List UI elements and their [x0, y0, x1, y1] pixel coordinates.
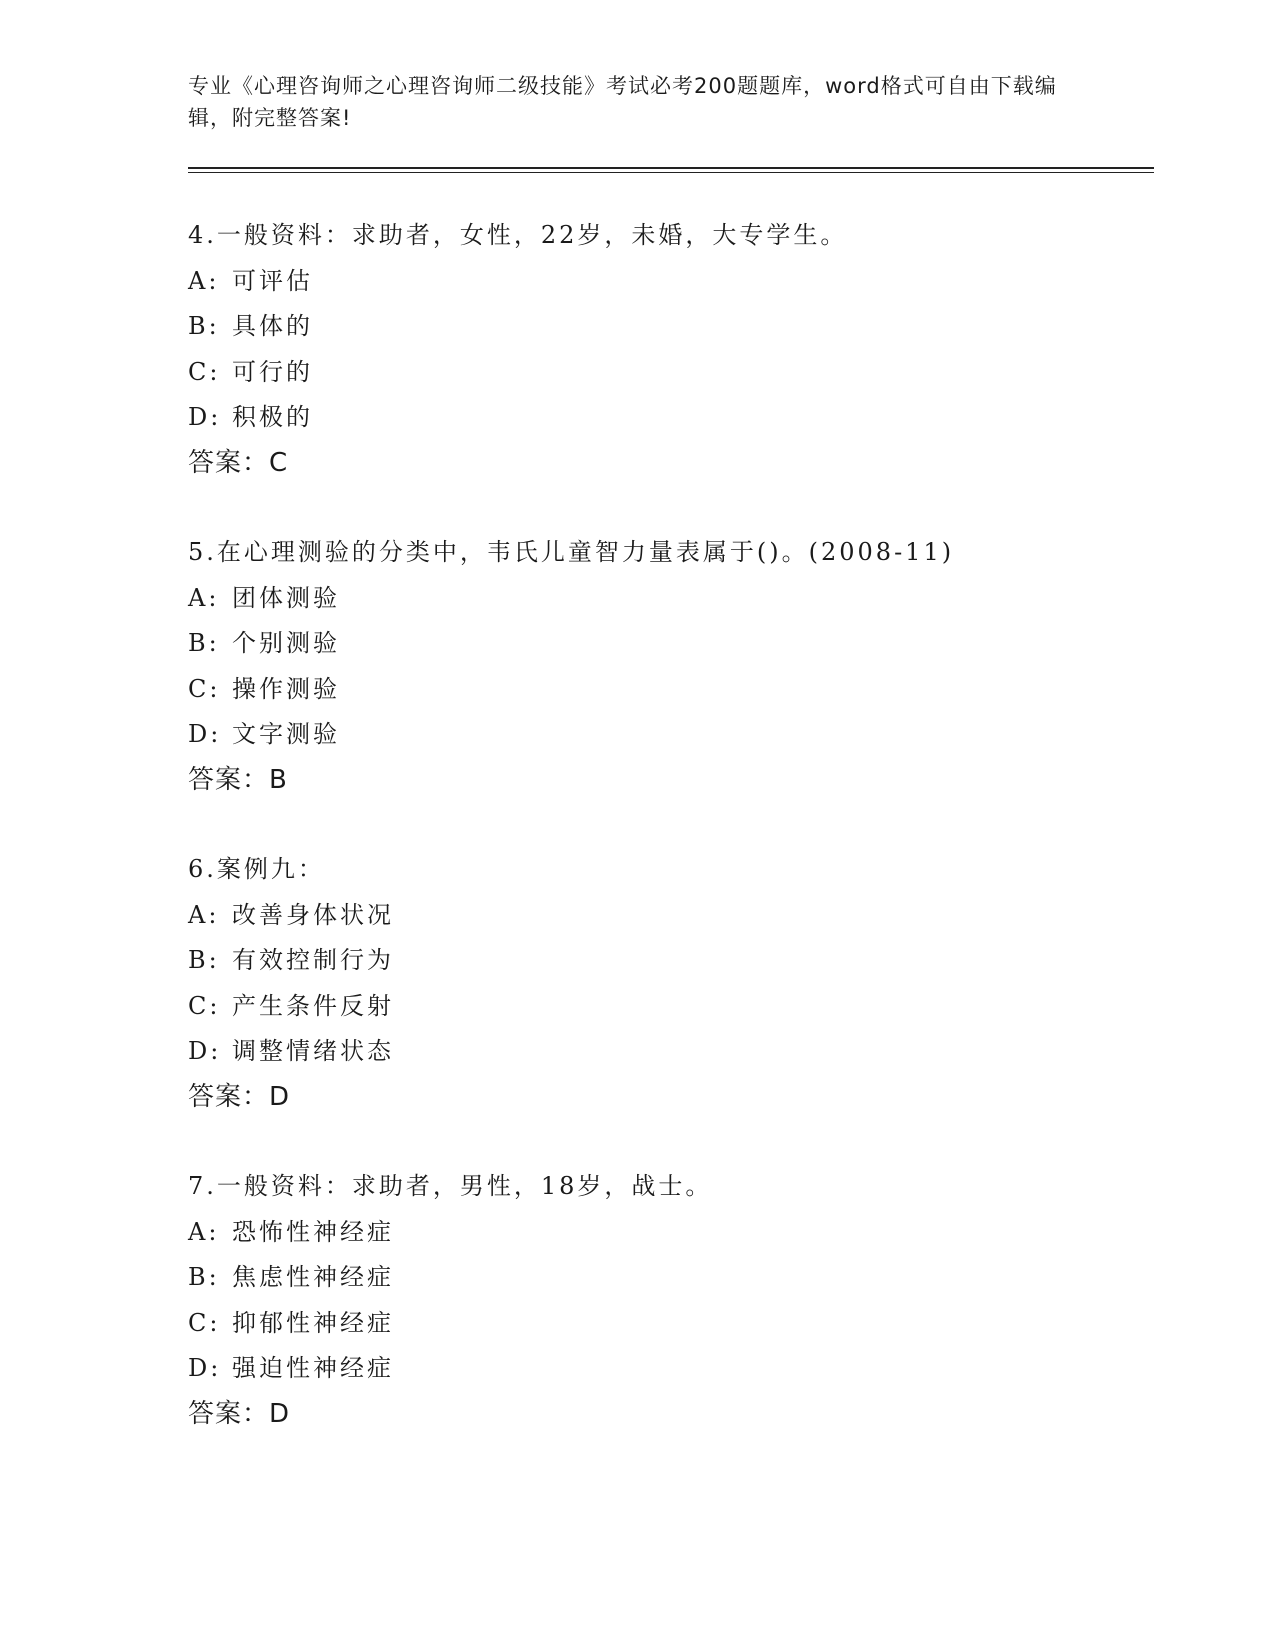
- question-stem: 5.在心理测验的分类中，韦氏儿童智力量表属于()。(2008-11): [188, 538, 955, 566]
- option-text: 可评估: [232, 266, 313, 295]
- option-text: 个别测验: [232, 629, 340, 657]
- option-b: [188, 938, 1156, 984]
- option-a: [188, 893, 1156, 939]
- option-letter: A:: [188, 583, 220, 612]
- double-rule-divider: [188, 167, 1154, 173]
- option-text: 团体测验: [232, 583, 340, 612]
- option-text: 可行的: [232, 357, 313, 386]
- option-letter: D:: [188, 403, 222, 431]
- option-text: 改善身体状况: [232, 900, 394, 929]
- option-text: 强迫性神经症: [232, 1354, 394, 1382]
- question-list: [188, 213, 1156, 1437]
- answer-line: 答案：B: [188, 764, 288, 795]
- option-text: 产生条件反射: [232, 991, 394, 1020]
- option-b: [188, 304, 1156, 350]
- option-c: [188, 350, 1156, 396]
- option-text: 文字测验: [232, 720, 340, 748]
- question-6: [188, 847, 1156, 1120]
- option-letter: B:: [188, 1263, 220, 1291]
- option-letter: D:: [188, 1354, 222, 1382]
- option-letter: D:: [188, 720, 222, 748]
- answer-line: 答案：C: [188, 447, 289, 478]
- option-b: [188, 621, 1156, 667]
- option-letter: C:: [188, 357, 221, 386]
- option-a: [188, 1210, 1156, 1256]
- option-letter: B:: [188, 629, 220, 657]
- question-stem: 6.案例九：: [188, 855, 325, 883]
- option-c: [188, 984, 1156, 1030]
- question-5: [188, 530, 1156, 803]
- question-stem: 7.一般资料：求助者，男性，18岁，战士。: [188, 1172, 713, 1200]
- answer-line: 答案：D: [188, 1081, 291, 1112]
- option-b: [188, 1255, 1156, 1301]
- option-c: [188, 667, 1156, 713]
- document-intro: 专业《心理咨询师之心理咨询师二级技能》考试必考200题题库，word格式可自由下载编辑，附完整答案!: [188, 74, 1057, 130]
- option-text: 操作测验: [232, 674, 340, 703]
- option-c: [188, 1301, 1156, 1347]
- option-letter: B:: [188, 312, 220, 340]
- question-stem: 4.一般资料：求助者，女性，22岁，未婚，大专学生。: [188, 221, 848, 249]
- option-d: [188, 395, 1156, 441]
- option-d: [188, 1346, 1156, 1392]
- option-a: [188, 259, 1156, 305]
- option-letter: C:: [188, 1308, 221, 1337]
- option-a: [188, 576, 1156, 622]
- option-letter: C:: [188, 674, 221, 703]
- option-text: 恐怖性神经症: [232, 1217, 394, 1246]
- option-text: 调整情绪状态: [232, 1037, 394, 1065]
- option-text: 有效控制行为: [232, 946, 394, 974]
- answer-line: 答案：D: [188, 1398, 291, 1429]
- option-text: 抑郁性神经症: [232, 1308, 394, 1337]
- option-letter: D:: [188, 1037, 222, 1065]
- option-d: [188, 712, 1156, 758]
- option-letter: A:: [188, 1217, 220, 1246]
- option-letter: A:: [188, 900, 220, 929]
- option-d: [188, 1029, 1156, 1075]
- option-text: 具体的: [232, 312, 313, 340]
- option-letter: C:: [188, 991, 221, 1020]
- option-text: 焦虑性神经症: [232, 1263, 394, 1291]
- option-letter: A:: [188, 266, 220, 295]
- question-7: [188, 1164, 1156, 1437]
- document-page: [188, 70, 1156, 1481]
- option-text: 积极的: [232, 403, 313, 431]
- question-4: [188, 213, 1156, 486]
- option-letter: B:: [188, 946, 220, 974]
